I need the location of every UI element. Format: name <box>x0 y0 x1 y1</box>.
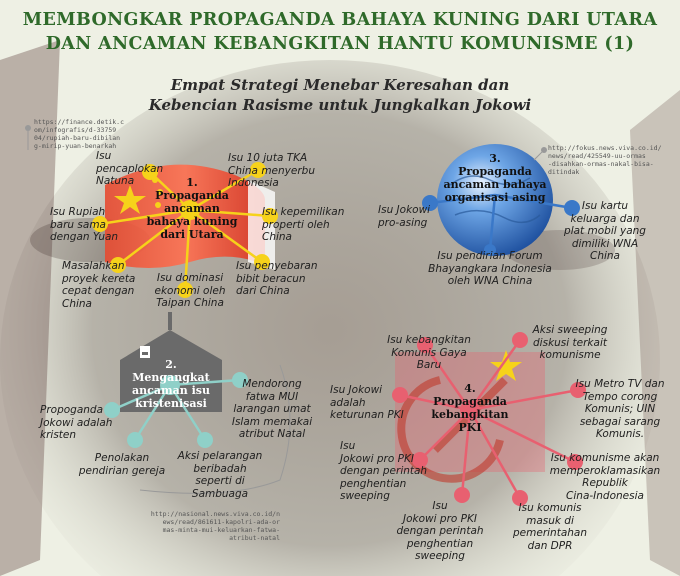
s1-item-5: Isu dominasi ekonomi oleh Taipan China <box>154 272 226 309</box>
s2-item-0: Propoganda Jokowi adalah kristen <box>40 404 113 441</box>
s4-item-6: Isu Jokowi pro PKI dengan perintah penghentian sweeping <box>396 500 484 562</box>
title-line-2: DAN ANCAMAN KEBANGKITAN HANTU KOMUNISME (1) <box>45 34 635 54</box>
s1-source-url: https://finance.detik.c om/infografis/d-33759 04/rupiah-baru-dibilan g-mirip-yuan-benarkah <box>34 118 125 150</box>
s2-hub-label: 2. Mengangkat ancaman isu kristenisasi <box>132 358 210 410</box>
s1-source-pin-icon <box>25 125 31 150</box>
s2-node-3 <box>197 432 213 448</box>
s4-hub-label: 4. Propaganda kebangkitan PKI <box>431 382 509 434</box>
s2-node-2 <box>127 432 143 448</box>
s4-item-1: Aksi sweeping diskusi terkait komunisme <box>532 324 608 361</box>
s1-hub-label: 1. Propaganda ancaman bahaya kuning dari Utara <box>146 176 238 241</box>
s3-item-0: Isu Jokowi pro-asing <box>378 204 431 229</box>
s4-item-5: Isu komunisme akan memperoklamasikan Republik Cina-Indonesia <box>549 452 661 502</box>
s3-item-1: Isu kartu keluarga dan plat mobil yang dimiliki WNA China <box>564 200 646 262</box>
s4-item-0: Isu kebangkitan Komunis Gaya Baru <box>387 334 471 371</box>
s4-item-7: Isu komunis masuk di pemerintahan dan DPR <box>513 502 587 552</box>
s2-item-2: Penolakan pendirian gereja <box>78 452 166 477</box>
s1-item-2: Isu Rupiah baru sama dengan Yuan <box>50 206 119 243</box>
s2-item-3: Aksi pelarangan beribadah seperti di Sambuaga <box>177 450 263 500</box>
title-line-1: MEMBONGKAR PROPAGANDA BAHAYA KUNING DARI UTARA <box>22 10 658 30</box>
s2-source-url: http://nasional.news.viva.co.id/n ews/read/861611-kapolri-ada-or mas-minta-mui-keluarkan-fatwa- atribut-natal <box>150 510 280 542</box>
s2-item-1: Mendorong fatwa MUI larangan umat Islam memakai atribut Natal <box>231 378 313 440</box>
s1-item-4: Masalahkan proyek kereta cepat dengan China <box>62 260 136 310</box>
s4-item-4: Isu Jokowi pro PKI dengan perintah penghentian sweeping <box>340 440 428 502</box>
s4-item-3: Isu Metro TV dan Tempo corong Komunis; UIN sebagai sarang Komunis. <box>575 378 665 440</box>
subtitle-line-1: Empat Strategi Menebar Keresahan dan <box>170 76 510 94</box>
s1-item-6: Isu penyebaran bibit beracun dari China <box>236 260 318 297</box>
s4-item-2: Isu Jokowi adalah keturunan PKI <box>330 384 404 421</box>
s3-source-url: http://fokus.news.viva.co.id/ news/read/425549-uu-ormas -disahkan-ormas-nakal-bisa- ditindak <box>548 144 662 176</box>
s3-hub-label: 3. Propaganda ancaman bahaya organisasi asing <box>443 152 547 204</box>
s1-item-3: Isu kepemilikan properti oleh China <box>262 206 345 243</box>
s1-item-0: Isu pencaplokan Natuna <box>96 150 164 187</box>
s1-item-1: Isu 10 juta TKA China menyerbu Indonesia <box>228 152 315 189</box>
subtitle-line-2: Kebencian Rasisme untuk Jungkalkan Jokowi <box>148 96 532 114</box>
s3-item-2: Isu pendirian Forum Bhayangkara Indonesia oleh WNA China <box>428 250 552 287</box>
